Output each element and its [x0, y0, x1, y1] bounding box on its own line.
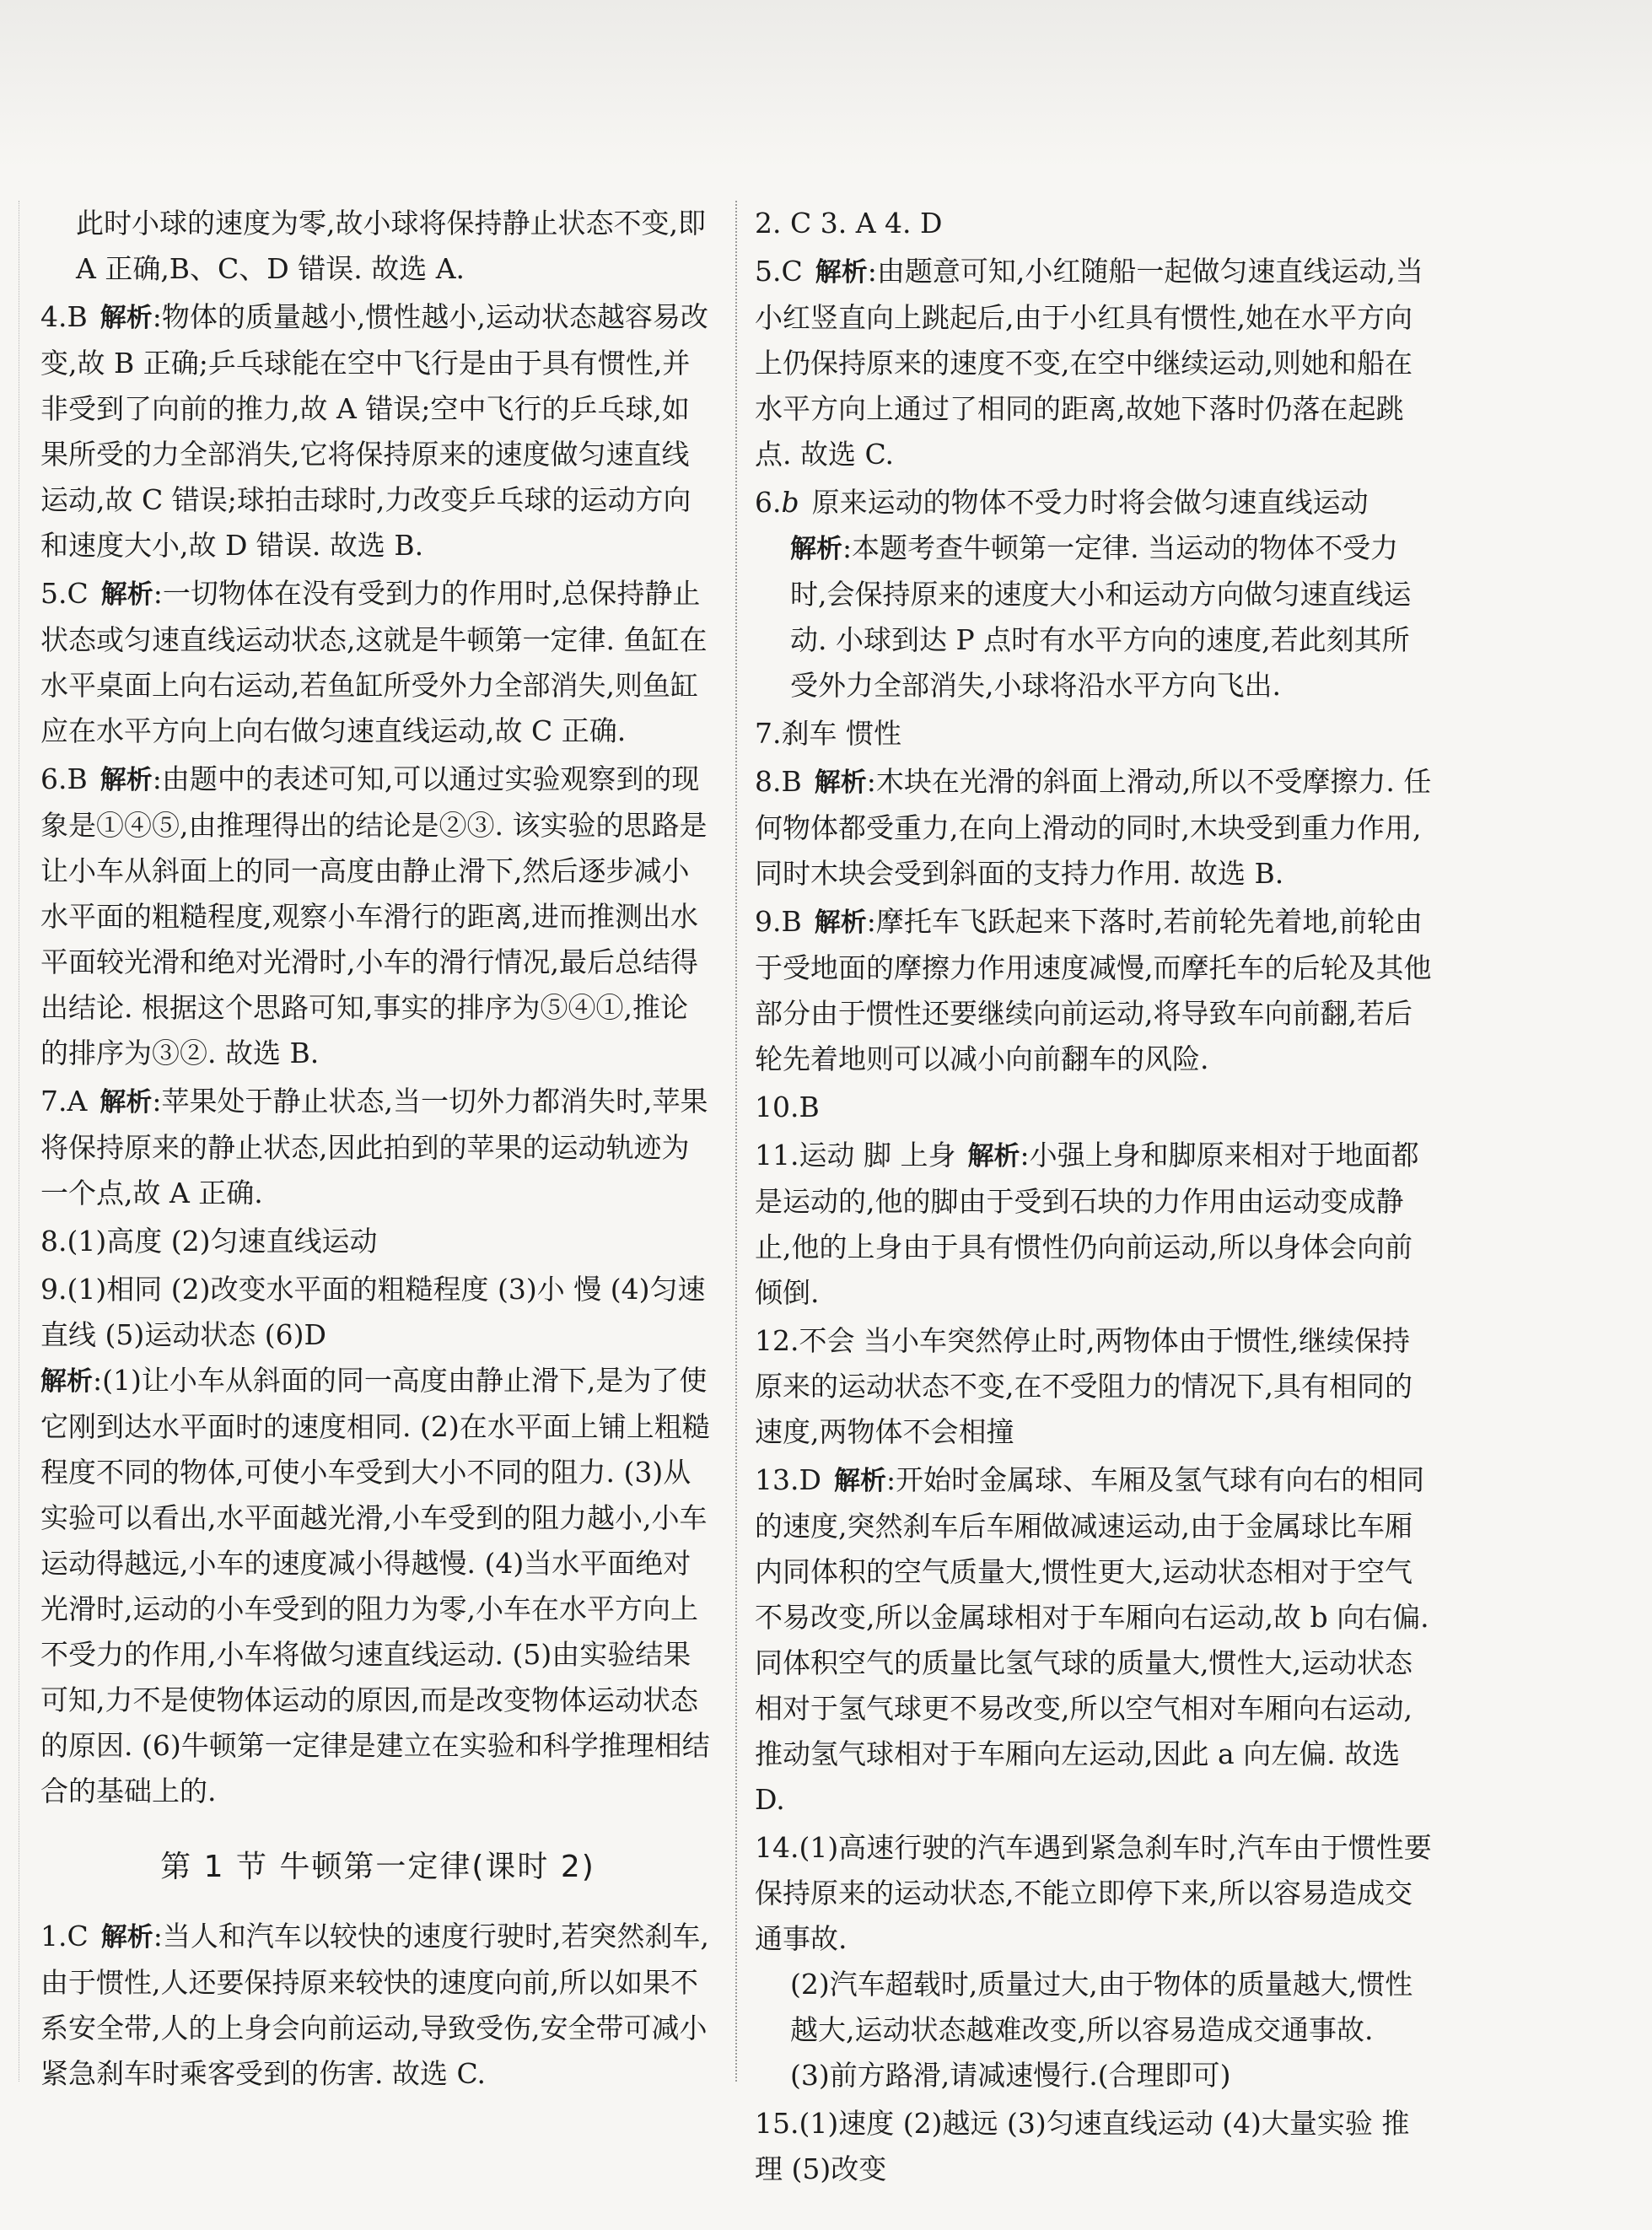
column-divider — [735, 201, 737, 2082]
answer-3-continued: 此时小球的速度为零,故小球将保持静止状态不变,即 A 正确,B、C、D 错误. 故选 A. — [76, 207, 706, 285]
answers-2-4: 2. C 3. A 4. D — [755, 207, 943, 240]
answer-10: 10.B — [755, 1091, 820, 1123]
answer-5: 5.C 解析:一切物体在没有受到力的作用时,总保持静止状态或匀速直线运动状态,这就是牛顿第一定律. 鱼缸在水平桌面上向右运动,若鱼缸所受外力全部消失,则鱼缸应在水平方向上向右做匀速直线运动,故 C 正确. — [40, 577, 708, 747]
answer-5-right: 5.C 解析:由题意可知,小红随船一起做匀速直线运动,当小红竖直向上跳起后,由于小红具有惯性,她在水平方向上仍保持原来的速度不变,在空中继续运动,则她和船在水平方向上通过了相同的距离,故她下落时仍落在起跳点. 故选 C. — [755, 255, 1423, 471]
answer-12: 12.不会 当小车突然停止时,两物体由于惯性,继续保持原来的运动状态不变,在不受阻力的情况下,具有相同的速度,两物体不会相撞 — [755, 1324, 1413, 1448]
answer-6: 6.B 解析:由题中的表述可知,可以通过实验观察到的现象是①④⑤,由推理得出的结论是②③. 该实验的思路是让小车从斜面上的同一高度由静止滑下,然后逐步减小水平面的粗糙程度,观察小车滑行的距离,进而推测出水平面较光滑和绝对光滑时,小车的滑行情况,最后总结得出结论. 根据这个思路可知,事实的排序为⑤④①,推论的排序为③②. 故选 B. — [40, 762, 708, 1069]
answer-8-right: 8.B 解析:木块在光滑的斜面上滑动,所以不受摩擦力. 任何物体都受重力,在向上滑动的同时,木块受到重力作用,同时木块会受到斜面的支持力作用. 故选 B. — [755, 765, 1432, 890]
answer-9: 9.(1)相同 (2)改变水平面的粗糙程度 (3)小 慢 (4)匀速直线 (5)运动状态 (6)D 解析:(1)让小车从斜面的同一高度由静止滑下,是为了使它刚到达水平面时的速度相同. (2)在水平面上铺上粗糙程度不同的物体,可使小车受到大小不同的阻力. (3)从实验可以看出,水平面越光滑,小车受到的阻力越小,小车运动得越远,小车的速度减小得越慢. (4)当水平面绝对光滑时,运动的小车受到的阻力为零,小车在水平方向上不受力的作用,小车将做匀速直线运动. (5)由实验结果可知,力不是使物体运动的原因,而是改变物体运动状态的原因. (6)牛顿第一定律是建立在实验和科学推理相结合的基础上的. — [40, 1273, 710, 1807]
answer-1: 1.C 解析:当人和汽车以较快的速度行驶时,若突然刹车,由于惯性,人还要保持原来较快的速度向前,所以如果不系安全带,人的上身会向前运动,导致受伤,安全带可减小紧急刹车时乘客受到的伤害. 故选 C. — [40, 1920, 709, 2090]
answer-7: 7.A 解析:苹果处于静止状态,当一切外力都消失时,苹果将保持原来的静止状态,因此拍到的苹果的运动轨迹为一个点,故 A 正确. — [40, 1085, 708, 1209]
answer-6-right: 6.b 原来运动的物体不受力时将会做匀速直线运动 解析:本题考查牛顿第一定律. 当运动的物体不受力时,会保持原来的速度大小和运动方向做匀速直线运动. 小球到达 P 点时有水平方向的速度,若此刻其所受外力全部消失,小球将沿水平方向飞出. — [755, 486, 1412, 702]
answer-8: 8.(1)高度 (2)匀速直线运动 — [40, 1225, 378, 1258]
right-column — [755, 201, 1434, 2195]
answer-4: 4.B 解析:物体的质量越小,惯性越小,运动状态越容易改变,故 B 正确;乒乓球能在空中飞行是由于具有惯性,并非受到了向前的推力,故 A 错误;空中飞行的乒乓球,如果所受的力全部消失,它将保持原来的速度做匀速直线运动,故 C 错误;球拍击球时,力改变乒乓球的运动方向和速度大小,故 D 错误. 故选 B. — [40, 300, 708, 562]
answer-13: 13.D 解析:开始时金属球、车厢及氢气球有向右的相同的速度,突然刹车后车厢做减速运动,由于金属球比车厢内同体积的空气质量大,惯性更大,运动状态相对于空气不易改变,所以金属球相对于车厢向右运动,故 b 向右偏. 同体积空气的质量比氢气球的质量大,惯性大,运动状态相对于氢气球更不易改变,所以空气相对车厢向右运动,推动氢气球相对于车厢向左运动,因此 a 向左偏. 故选 D. — [755, 1463, 1429, 1816]
left-column — [40, 201, 715, 2099]
answer-15: 15.(1)速度 (2)越远 (3)匀速直线运动 (4)大量实验 推理 (5)改变 — [755, 2107, 1410, 2185]
section-title: 第 1 节 牛顿第一定律(课时 2) — [160, 1850, 595, 1884]
scan-shadow — [0, 0, 1652, 169]
answer-11: 11.运动 脚 上身 解析:小强上身和脚原来相对于地面都是运动的,他的脚由于受到石块的力作用由运动变成静止,他的上身由于具有惯性仍向前运动,所以身体会向前倾倒. — [755, 1139, 1419, 1309]
answer-7-right: 7.刹车 惯性 — [755, 717, 901, 750]
answer-9-right: 9.B 解析:摩托车飞跃起来下落时,若前轮先着地,前轮由于受地面的摩擦力作用速度减慢,而摩托车的后轮及其他部分由于惯性还要继续向前运动,将导致车向前翻,若后轮先着地则可以减小向前翻车的风险. — [755, 905, 1432, 1075]
answer-14: 14.(1)高速行驶的汽车遇到紧急刹车时,汽车由于惯性要保持原来的运动状态,不能立即停下来,所以容易造成交通事故. (2)汽车超载时,质量过大,由于物体的质量越大,惯性越大,运动状态越难改变,所以容易造成交通事故. (3)前方路滑,请减速慢行.(合理即可) — [755, 1831, 1432, 2092]
